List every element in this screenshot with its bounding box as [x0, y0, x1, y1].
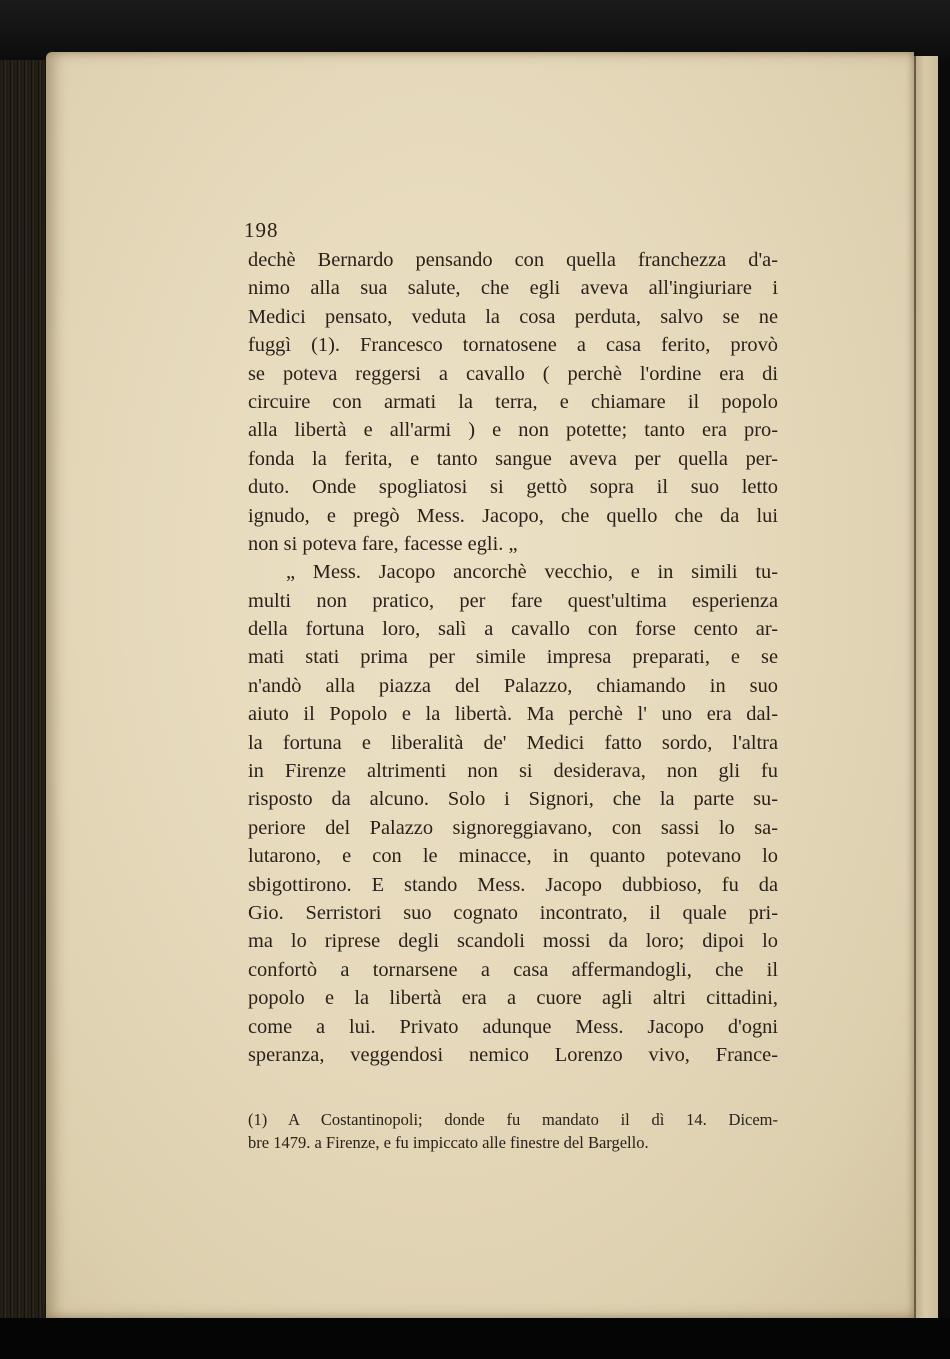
footnote-line: bre 1479. a Firenze, e fu impiccato alle finestre del Bargello. — [248, 1133, 649, 1152]
text-line: nimo alla sua salute, che egli aveva all'ingiuriare i — [248, 277, 778, 300]
scan-bottom-edge — [0, 1318, 950, 1359]
text-line: speranza, veggendosi nemico Lorenzo vivo, France- — [248, 1043, 778, 1066]
text-line: ma lo riprese degli scandoli mossi da loro; dipoi lo — [248, 930, 778, 953]
text-line: della fortuna loro, salì a cavallo con forse cento ar- — [248, 618, 778, 641]
text-line: „ Mess. Jacopo ancorchè vecchio, e in simili tu- — [286, 561, 778, 584]
text-line: aiuto il Popolo e la libertà. Ma perchè l' uno era dal- — [248, 703, 778, 726]
text-line: mati stati prima per simile impresa preparati, e se — [248, 646, 778, 669]
text-line: risposto da alcuno. Solo i Signori, che la parte su- — [248, 788, 778, 811]
text-line: circuire con armati la terra, e chiamare il popolo — [248, 390, 778, 413]
facing-page-edge — [914, 56, 938, 1318]
text-line: Medici pensato, veduta la cosa perduta, salvo se ne — [248, 305, 778, 328]
text-line: duto. Onde spogliatosi si gettò sopra il suo letto — [248, 476, 778, 499]
text-line: come a lui. Privato adunque Mess. Jacopo d'ogni — [248, 1015, 778, 1038]
text-line: alla libertà e all'armi ) e non potette; tanto era pro- — [248, 419, 778, 442]
text-line: fonda la ferita, e tanto sangue aveva per quella per- — [248, 447, 778, 470]
page-text — [244, 218, 778, 1069]
text-line: lutarono, e con le minacce, in quanto potevano lo — [248, 845, 778, 868]
text-line: popolo e la libertà era a cuore agli altri cittadini, — [248, 987, 778, 1010]
text-line: periore del Palazzo signoreggiavano, con sassi lo sa- — [248, 816, 778, 839]
text-line: dechè Bernardo pensando con quella franchezza d'a- — [248, 249, 778, 271]
text-line: confortò a tornarsene a casa affermandogli, che il — [248, 958, 778, 981]
text-line: multi non pratico, per fare quest'ultima esperienza — [248, 589, 778, 612]
scan-top-edge — [0, 0, 950, 60]
text-line: se poteva reggersi a cavallo ( perchè l'ordine era di — [248, 362, 778, 385]
text-line: non si poteva fare, facesse egli. „ — [248, 532, 518, 555]
text-line: fuggì (1). Francesco tornatosene a casa ferito, provò — [248, 334, 778, 357]
text-line: ignudo, e pregò Mess. Jacopo, che quello che da lui — [248, 504, 778, 527]
page-number: 198 — [244, 218, 279, 242]
text-line: n'andò alla piazza del Palazzo, chiamando in suo — [248, 674, 778, 697]
text-line: Gio. Serristori suo cognato incontrato, il quale pri- — [248, 901, 778, 924]
text-line: la fortuna e liberalità de' Medici fatto sordo, l'altra — [248, 731, 778, 754]
text-line: sbigottirono. E stando Mess. Jacopo dubbioso, fu da — [248, 873, 778, 896]
text-line: in Firenze altrimenti non si desiderava, non gli fu — [248, 760, 778, 783]
footnote-line: (1) A Costantinopoli; donde fu mandato il dì 14. Dicem- — [248, 1110, 778, 1129]
footnote-block — [248, 1108, 778, 1154]
